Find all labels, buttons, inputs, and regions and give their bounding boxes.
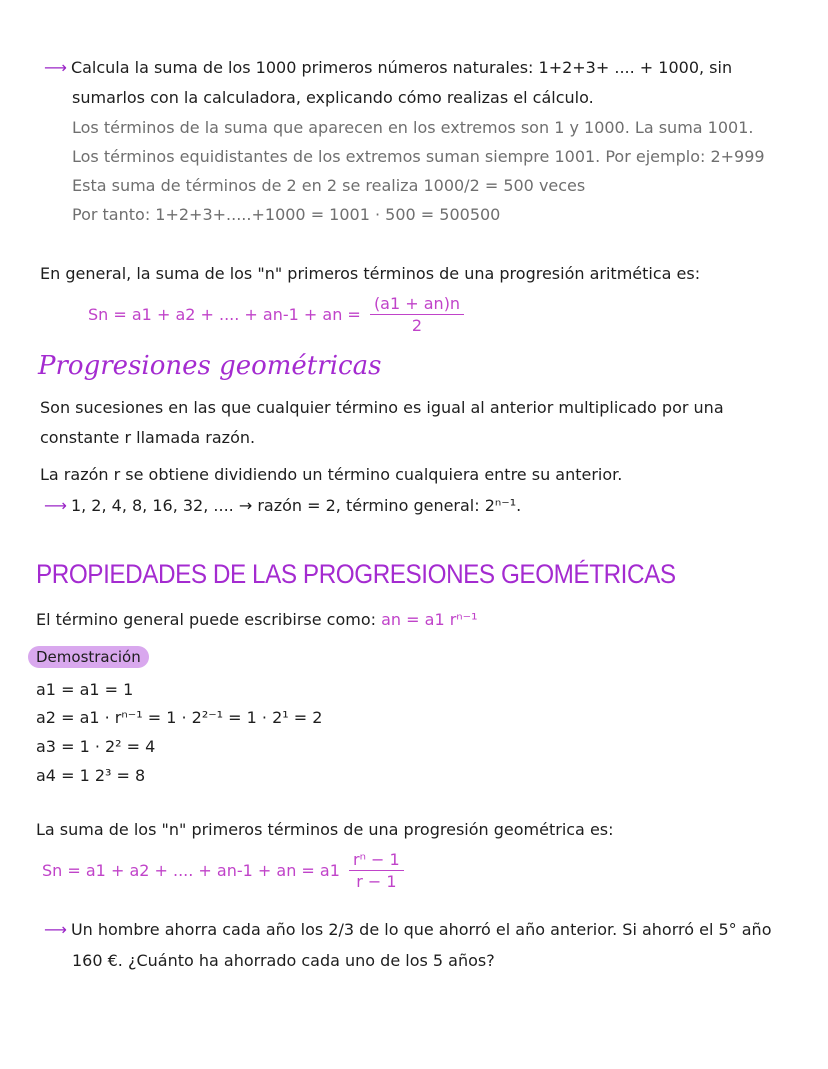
ratio-line: La razón r se obtiene dividiendo un término cualquiera entre su anterior. <box>40 465 623 484</box>
arith-sum-formula <box>88 294 468 337</box>
example-sequence: 1, 2, 4, 8, 16, 32, .... <box>70 496 234 515</box>
example-ratio: → razón = 2, término general: 2ⁿ⁻¹. <box>238 496 522 515</box>
arith-formula-fraction <box>370 294 464 337</box>
geometric-sum-intro: La suma de los "n" primeros términos de una progresión geométrica es: <box>36 820 614 839</box>
answer-line-4: Por tanto: 1+2+3+.....+1000 = 1001 · 500 = 500500 <box>72 205 501 224</box>
arrow-icon: ⟶ <box>44 920 67 939</box>
demo-label: Demostración <box>28 646 149 668</box>
demo-line-4: a4 = 1 2³ = 8 <box>36 766 146 785</box>
problem-line-1 <box>44 918 771 942</box>
answer-line-2: Los términos equidistantes de los extremos suman siempre 1001. Por ejemplo: 2+999 <box>72 147 765 166</box>
demo-line-2: a2 = a1 · rⁿ⁻¹ = 1 · 2²⁻¹ = 1 · 2¹ = 2 <box>36 708 323 727</box>
problem-line-2: 160 €. ¿Cuánto ha ahorrado cada uno de los 5 años? <box>72 951 495 970</box>
answer-line-3: Esta suma de términos de 2 en 2 se realiza 1000/2 = 500 veces <box>72 176 586 195</box>
arrow-icon: ⟶ <box>44 496 67 515</box>
prompt-line-1 <box>44 56 732 80</box>
example-line <box>44 494 521 518</box>
geo-formula-lhs: Sn = a1 + a2 + .... + an-1 + an = a1 <box>42 861 340 880</box>
problem-text-1: Un hombre ahorra cada año los 2/3 de lo que ahorró el año anterior. Si ahorró el 5° año <box>70 920 772 939</box>
geo-formula-fraction <box>349 850 404 893</box>
demo-line-3: a3 = 1 · 2² = 4 <box>36 737 156 756</box>
geo-formula-denominator: r − 1 <box>356 872 397 891</box>
arith-formula-denominator: 2 <box>411 316 423 335</box>
answer-line-1: Los términos de la suma que aparecen en los extremos son 1 y 1000. La suma 1001. <box>72 118 754 137</box>
arith-formula-lhs: Sn = a1 + a2 + .... + an-1 + an = <box>88 305 361 324</box>
arith-formula-numerator: (a1 + an)n <box>370 294 464 315</box>
demo-line-1: a1 = a1 = 1 <box>36 680 134 699</box>
geometric-title: Progresiones geométricas <box>38 351 382 381</box>
arrow-icon: ⟶ <box>44 58 67 77</box>
properties-title: PROPIEDADES DE LAS PROGRESIONES GEOMÉTRICAS <box>36 559 676 589</box>
prompt-line-2: sumarlos con la calculadora, explicando cómo realizas el cálculo. <box>72 88 594 107</box>
prompt-text-1: Calcula la suma de los 1000 primeros números naturales: 1+2+3+ .... + 1000, sin <box>70 58 733 77</box>
geometric-def-line-1: Son sucesiones en las que cualquier término es igual al anterior multiplicado por una <box>40 398 724 417</box>
geo-formula-numerator: rⁿ − 1 <box>349 850 404 871</box>
general-term-formula: an = a1 rⁿ⁻¹ <box>381 610 478 629</box>
geometric-def-line-2: constante r llamada razón. <box>40 428 256 447</box>
geometric-sum-formula <box>42 850 408 893</box>
general-term-text: El término general puede escribirse como: <box>36 610 377 629</box>
arith-sum-intro: En general, la suma de los "n" primeros términos de una progresión aritmética es: <box>40 264 701 283</box>
general-term-line <box>36 608 478 632</box>
